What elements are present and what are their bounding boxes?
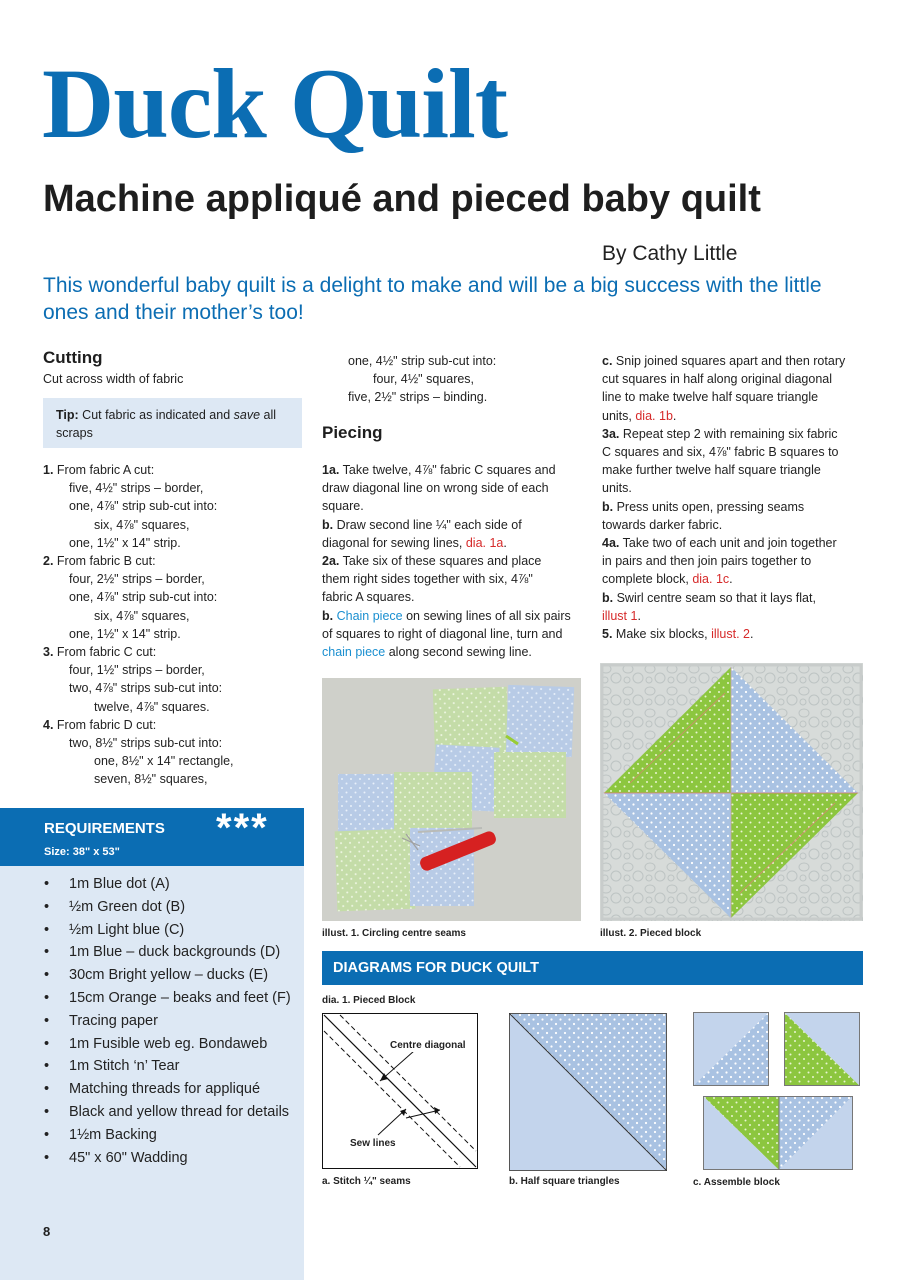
cutting-text: one, 4⅞" strip sub-cut into:	[69, 499, 218, 514]
instruction-text: along second sewing line.	[385, 645, 532, 660]
requirement-text: 1½m Backing	[69, 1126, 157, 1143]
cutting-line	[322, 352, 587, 370]
requirement-item	[44, 1101, 299, 1124]
instruction-text: .	[672, 408, 677, 423]
step-label: b.	[602, 590, 614, 605]
technique-link: Chain piece	[336, 608, 403, 623]
step-number: 3.	[43, 645, 54, 660]
requirement-item	[44, 987, 299, 1010]
cutting-text: twelve, 4⅞" squares.	[94, 699, 210, 714]
piecing-steps-2	[602, 352, 877, 643]
instruction-line	[602, 370, 877, 388]
cutting-line	[43, 752, 308, 770]
requirement-text: ½m Green dot (B)	[69, 898, 186, 915]
cutting-heading: Cutting	[43, 348, 103, 367]
diagrams-title: DIAGRAMS FOR DUCK QUILT	[333, 960, 539, 976]
diagram-reference: dia. 1a	[465, 535, 504, 550]
diagram-reference: illust. 2	[711, 627, 750, 642]
requirement-item	[44, 1010, 299, 1033]
page-title: Duck Quilt	[42, 48, 508, 159]
cutting-line	[43, 534, 308, 552]
requirement-text: 15cm Orange – beaks and feet (F)	[69, 989, 291, 1006]
requirement-item	[44, 1124, 299, 1147]
bullet-icon: •	[44, 898, 50, 915]
tip-text-start: Cut fabric as indicated and	[78, 408, 234, 422]
instruction-line	[602, 479, 877, 497]
illust-2-photo	[600, 663, 863, 921]
requirement-item	[44, 1078, 299, 1101]
cutting-text: five, 2½" strips – binding.	[348, 390, 488, 405]
bullet-icon: •	[44, 967, 50, 984]
cutting-text: two, 8½" strips sub-cut into:	[69, 736, 223, 751]
step-label: b.	[322, 608, 334, 623]
instruction-line	[322, 588, 592, 606]
step-label: c.	[602, 354, 613, 368]
requirement-text: Black and yellow thread for details	[69, 1103, 290, 1120]
step-label: 5.	[602, 627, 613, 642]
instruction-text: Snip joined squares apart and then rotary	[612, 354, 846, 368]
cutting-text: two, 4⅞" strips sub-cut into:	[69, 681, 223, 696]
bullet-icon: •	[44, 1149, 50, 1166]
instruction-text: Take two of each unit and join together	[619, 536, 837, 551]
cutting-line	[43, 516, 308, 534]
cutting-line	[43, 552, 308, 570]
cutting-line	[43, 607, 308, 625]
requirement-text: 1m Fusible web eg. Bondaweb	[69, 1035, 268, 1052]
page-number: 8	[43, 1224, 51, 1239]
instruction-line	[322, 516, 592, 534]
bullet-icon: •	[44, 944, 50, 961]
requirement-item	[44, 873, 299, 896]
instruction-line	[602, 443, 877, 461]
requirement-item	[44, 941, 299, 964]
bullet-icon: •	[44, 876, 50, 892]
instruction-line	[602, 388, 877, 406]
cutting-text: five, 4½" strips – border,	[69, 481, 204, 496]
instruction-line	[602, 425, 877, 443]
cutting-line	[43, 661, 308, 679]
requirement-item	[44, 1147, 299, 1170]
instruction-line	[602, 407, 877, 425]
instruction-text: Press units open, pressing seams	[613, 499, 805, 514]
cutting-line	[43, 734, 308, 752]
cutting-line	[43, 770, 308, 788]
instruction-line	[322, 552, 592, 570]
instruction-text: Swirl centre seam so that it lays flat,	[613, 590, 816, 605]
instruction-text: .	[503, 535, 507, 550]
instruction-text: Take six of these squares and place	[339, 554, 542, 569]
requirement-item	[44, 964, 299, 987]
instruction-line	[602, 516, 877, 534]
instruction-text: fabric A squares.	[322, 590, 415, 605]
instruction-line	[602, 552, 877, 570]
step-label: 4a.	[602, 536, 620, 551]
cutting-text: four, 2½" strips – border,	[69, 572, 205, 587]
quilt-size: Size: 38" x 53"	[44, 846, 120, 858]
step-number: 4.	[43, 717, 54, 732]
piecing-steps-1	[322, 461, 592, 661]
requirement-text: 1m Stitch ‘n’ Tear	[69, 1058, 180, 1075]
instruction-line	[322, 534, 592, 552]
centre-diagonal-label: Centre diagonal	[390, 1040, 466, 1051]
bullet-icon: •	[44, 1103, 50, 1120]
requirement-item	[44, 896, 299, 919]
step-number: 1.	[43, 463, 54, 477]
byline: By Cathy Little	[602, 242, 738, 265]
cutting-text: six, 4⅞" squares,	[94, 608, 190, 623]
cutting-line	[43, 698, 308, 716]
cutting-line	[43, 479, 308, 497]
dia-1-title: dia. 1. Pieced Block	[322, 995, 416, 1006]
tip-box	[43, 398, 302, 448]
dia-1a-diagram	[322, 1013, 478, 1169]
instruction-text: Make six blocks,	[612, 627, 712, 642]
sew-lines-label: Sew lines	[350, 1138, 396, 1149]
instruction-line	[602, 352, 877, 370]
cutting-line	[43, 716, 308, 734]
bullet-icon: •	[44, 1035, 50, 1052]
cutting-text: four, 1½" strips – border,	[69, 663, 205, 678]
tip-label: Tip:	[56, 408, 79, 422]
cutting-text: four, 4½" squares,	[373, 372, 475, 387]
instruction-text: draw diagonal line on wrong side of each	[322, 481, 549, 496]
requirement-text: Tracing paper	[69, 1012, 158, 1029]
step-label: 3a.	[602, 426, 620, 441]
cutting-line	[43, 461, 308, 479]
cutting-text: one, 1½" x 14" strip.	[69, 626, 181, 641]
cutting-text: six, 4⅞" squares,	[94, 517, 190, 532]
cutting-list	[43, 461, 308, 789]
dia-1c-diagram	[693, 1012, 863, 1172]
step-label: b.	[322, 517, 334, 532]
bullet-icon: •	[44, 1012, 50, 1029]
illust-1-photo	[322, 678, 581, 921]
instruction-line	[602, 589, 877, 607]
cutting-text: one, 8½" x 14" rectangle,	[94, 754, 234, 769]
step-label: 2a.	[322, 554, 340, 569]
cutting-note: Cut across width of fabric	[43, 372, 184, 386]
step-number: 2.	[43, 554, 54, 569]
cutting-text: From fabric A cut:	[53, 463, 155, 477]
instruction-line	[322, 497, 592, 515]
instruction-text: units.	[602, 481, 632, 496]
instruction-text: cut squares in half along original diagonal	[602, 372, 833, 387]
instruction-line	[322, 479, 592, 497]
piecing-heading: Piecing	[322, 423, 383, 442]
instruction-text: them right sides together with six, 4⅞"	[322, 572, 533, 587]
step-label: 1a.	[322, 463, 340, 477]
instruction-text: of squares to right of diagonal line, turn and	[322, 626, 563, 641]
instruction-text: C squares and six, 4⅞" fabric B squares to	[602, 445, 839, 460]
cutting-text: From fabric D cut:	[53, 717, 157, 732]
instruction-text: units,	[602, 408, 636, 423]
dia-1a-caption: a. Stitch ¼" seams	[322, 1176, 411, 1187]
intro-paragraph: This wonderful baby quilt is a delight to make and will be a big success with the little ones and their mother’s too!	[43, 274, 822, 324]
instruction-line	[602, 570, 877, 588]
cutting-text: From fabric B cut:	[53, 554, 156, 569]
bullet-icon: •	[44, 989, 50, 1006]
illust-2-caption: illust. 2. Pieced block	[600, 928, 702, 939]
cutting-line	[43, 625, 308, 643]
requirement-text: ½m Light blue (C)	[69, 921, 185, 938]
instruction-text: on sewing lines of all six pairs	[402, 608, 571, 623]
instruction-line	[602, 498, 877, 516]
instruction-line	[602, 607, 877, 625]
instruction-line	[322, 625, 592, 643]
cutting-list-continued	[322, 352, 587, 407]
requirement-item	[44, 1033, 299, 1056]
instruction-text: towards darker fabric.	[602, 517, 723, 532]
cutting-line	[43, 643, 308, 661]
requirement-item	[44, 919, 299, 942]
tip-emphasis: save	[233, 408, 261, 422]
instruction-text: .	[637, 608, 641, 623]
difficulty-stars: ***	[216, 806, 269, 850]
instruction-line	[602, 625, 877, 643]
cutting-text: one, 4⅞" strip sub-cut into:	[69, 590, 218, 605]
bullet-icon: •	[44, 1081, 50, 1098]
instruction-text: in pairs and then join pairs together to	[602, 554, 812, 569]
illust-1-caption: illust. 1. Circling centre seams	[322, 928, 466, 939]
instruction-line	[322, 607, 592, 625]
bullet-icon: •	[44, 921, 50, 938]
cutting-line	[322, 388, 587, 406]
cutting-line	[322, 370, 587, 388]
diagram-reference: dia. 1c	[692, 572, 730, 587]
bullet-icon: •	[44, 1058, 50, 1075]
instruction-line	[602, 534, 877, 552]
requirements-list	[44, 873, 299, 1169]
requirement-text: Matching threads for appliqué	[69, 1081, 261, 1098]
instruction-text: Take twelve, 4⅞" fabric C squares and	[339, 463, 556, 477]
instruction-line	[602, 461, 877, 479]
page-subtitle: Machine appliqué and pieced baby quilt	[43, 178, 761, 220]
cutting-line	[43, 497, 308, 515]
requirement-text: 1m Blue – duck backgrounds (D)	[69, 944, 281, 961]
cutting-line	[43, 588, 308, 606]
dia-1b-diagram	[509, 1013, 667, 1171]
technique-link: chain piece	[322, 645, 386, 660]
requirement-item	[44, 1055, 299, 1078]
cutting-text: one, 1½" x 14" strip.	[69, 535, 181, 550]
instruction-text: Draw second line ¼" each side of	[333, 517, 522, 532]
instruction-line	[322, 643, 592, 661]
requirements-title: REQUIREMENTS	[44, 820, 165, 837]
dia-1c-caption: c. Assemble block	[693, 1177, 780, 1188]
instruction-text: make further twelve half square triangle	[602, 463, 821, 478]
instruction-text: complete block,	[602, 572, 693, 587]
instruction-text: square.	[322, 499, 364, 514]
requirement-text: 30cm Bright yellow – ducks (E)	[69, 967, 269, 984]
tip-text-end: all scraps	[56, 408, 277, 441]
cutting-text: seven, 8½" squares,	[94, 772, 208, 787]
bullet-icon: •	[44, 1126, 50, 1143]
diagram-reference: dia. 1b	[635, 408, 673, 423]
cutting-text: one, 4½" strip sub-cut into:	[348, 354, 497, 368]
diagram-reference: illust 1	[602, 608, 638, 623]
requirement-text: 45" x 60" Wadding	[69, 1149, 188, 1166]
instruction-text: Repeat step 2 with remaining six fabric	[619, 426, 838, 441]
instruction-line	[322, 570, 592, 588]
instruction-line	[322, 461, 592, 479]
cutting-line	[43, 679, 308, 697]
dia-1b-caption: b. Half square triangles	[509, 1176, 620, 1187]
cutting-line	[43, 570, 308, 588]
cutting-text: From fabric C cut:	[53, 645, 157, 660]
instruction-text: .	[729, 572, 733, 587]
instruction-text: .	[749, 627, 754, 642]
requirement-text: 1m Blue dot (A)	[69, 876, 170, 892]
instruction-text: line to make twelve half square triangle	[602, 390, 819, 405]
step-label: b.	[602, 499, 614, 514]
instruction-text: diagonal for sewing lines,	[322, 535, 466, 550]
